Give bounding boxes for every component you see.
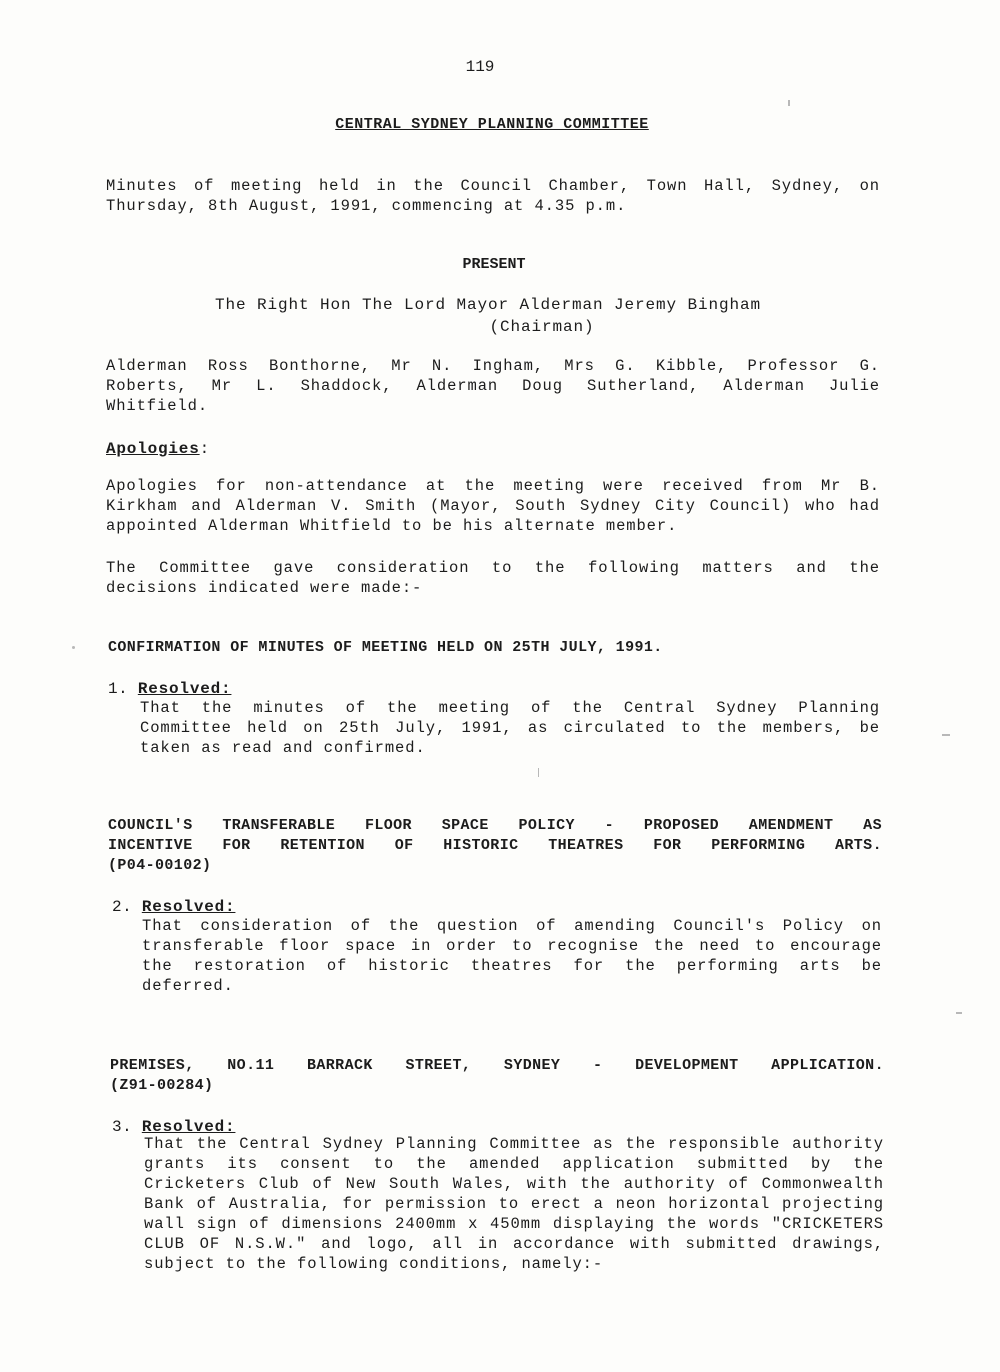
scan-speck — [72, 646, 75, 649]
section-heading — [108, 638, 882, 658]
apologies-colon: : — [199, 440, 211, 458]
resolution-line: the restoration of historic theatres for the performing arts be — [142, 957, 882, 975]
resolution-line: wall sign of dimensions 2400mm x 450mm displaying the words "CRICKETERS — [144, 1215, 884, 1233]
resolution-line: That consideration of the question of amending Council's Policy on — [142, 917, 882, 935]
document-title: CENTRAL SYDNEY PLANNING COMMITTEE — [335, 116, 649, 133]
resolution-line: Cricketers Club of New South Wales, with the authority of Commonwealth — [144, 1175, 884, 1193]
resolution-line: That the minutes of the meeting of the Central Sydney Planning — [140, 699, 880, 717]
resolution-number: 1. — [108, 680, 129, 698]
scan-speck — [956, 1012, 962, 1014]
resolution-label-row — [112, 898, 235, 916]
resolution-line: grants its consent to the amended application submitted by the — [144, 1155, 884, 1173]
resolved-label: Resolved: — [141, 1118, 236, 1136]
intro-line: Thursday, 8th August, 1991, commencing at 4.35 p.m. — [106, 197, 627, 215]
resolution-line: Bank of Australia, for permission to erect a neon horizontal projecting — [144, 1195, 884, 1213]
apologies-line: Apologies for non-attendance at the meeting were received from Mr B. — [106, 477, 880, 495]
scan-speck — [942, 734, 950, 736]
resolution-line: transferable floor space in order to recognise the need to encourage — [142, 937, 882, 955]
section-heading-line: PREMISES, NO.11 BARRACK STREET, SYDNEY - DEVELOPMENT APPLICATION. — [110, 1057, 884, 1074]
members-line: Whitfield. — [106, 397, 209, 415]
resolution-label-row — [108, 680, 231, 698]
resolution-line: deferred. — [142, 977, 234, 995]
intro-paragraph — [106, 176, 880, 216]
apologies-heading: Apologies — [106, 440, 200, 458]
apologies-line: appointed Alderman Whitfield to be his alternate member. — [106, 517, 678, 535]
resolved-label: Resolved: — [137, 680, 232, 698]
scan-speck — [788, 100, 790, 106]
resolution-line: Committee held on 25th July, 1991, as circulated to the members, be — [140, 719, 880, 737]
section-heading — [110, 1056, 884, 1096]
section-heading-line: (Z91-00284) — [110, 1077, 214, 1094]
members-paragraph — [106, 356, 880, 416]
section-heading-line: (P04-00102) — [108, 857, 212, 874]
consideration-paragraph — [106, 558, 880, 598]
resolution-number: 3. — [112, 1118, 133, 1136]
resolution-line: taken as read and confirmed. — [140, 739, 426, 757]
section-heading-line: COUNCIL'S TRANSFERABLE FLOOR SPACE POLICY - PROPOSED AMENDMENT AS — [108, 817, 882, 834]
resolution-body — [144, 1134, 884, 1274]
resolved-label: Resolved: — [141, 898, 236, 916]
resolution-body — [140, 698, 880, 758]
resolution-line: That the Central Sydney Planning Committee as the responsible authority — [144, 1135, 884, 1153]
scan-speck — [538, 768, 539, 777]
resolution-body — [142, 916, 882, 996]
consideration-line: The Committee gave consideration to the following matters and the — [106, 559, 880, 577]
resolution-line: subject to the following conditions, namely:- — [144, 1255, 604, 1273]
section-heading-line: CONFIRMATION OF MINUTES OF MEETING HELD ON 25TH JULY, 1991. — [108, 639, 663, 656]
chairman-name: The Right Hon The Lord Mayor Alderman Jeremy Bingham — [214, 296, 762, 314]
intro-line: Minutes of meeting held in the Council Chamber, Town Hall, Sydney, on — [106, 177, 880, 195]
resolution-number: 2. — [112, 898, 133, 916]
present-heading: PRESENT — [462, 256, 526, 273]
resolution-line: CLUB OF N.S.W." and logo, all in accordance with submitted drawings, — [144, 1235, 884, 1253]
consideration-line: decisions indicated were made:- — [106, 579, 423, 597]
members-line: Roberts, Mr L. Shaddock, Alderman Doug Sutherland, Alderman Julie — [106, 377, 880, 395]
apologies-paragraph — [106, 476, 880, 536]
members-line: Alderman Ross Bonthorne, Mr N. Ingham, Mrs G. Kibble, Professor G. — [106, 357, 880, 375]
chairman-role: (Chairman) — [489, 318, 595, 336]
section-heading-line: INCENTIVE FOR RETENTION OF HISTORIC THEATRES FOR PERFORMING ARTS. — [108, 837, 882, 854]
apologies-heading-row — [106, 440, 210, 458]
apologies-line: Kirkham and Alderman V. Smith (Mayor, South Sydney City Council) who had — [106, 497, 880, 515]
page-number: 119 — [465, 58, 495, 76]
section-heading — [108, 816, 882, 876]
